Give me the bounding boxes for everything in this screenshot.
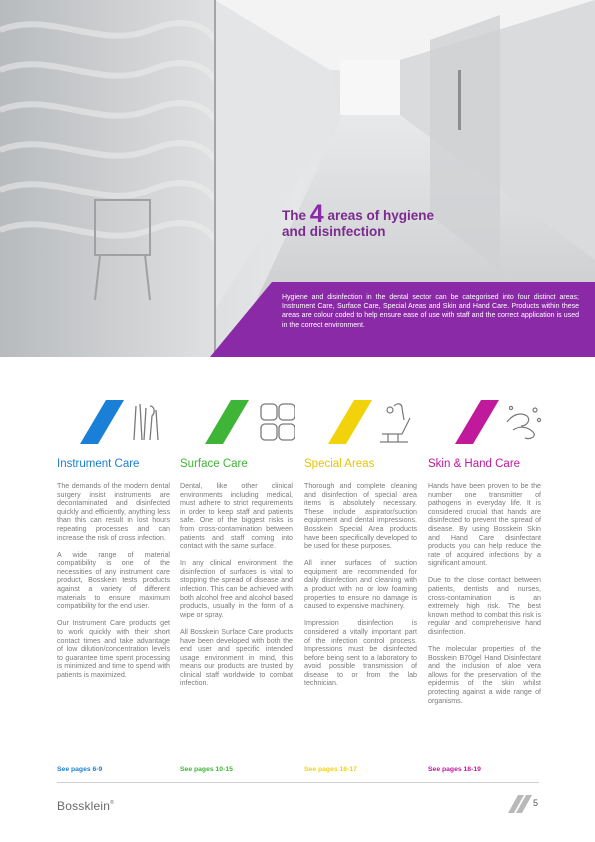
paragraph: The molecular properties of the Bosskein B70gel Hand Disinfectant and the inclusion of aloe vera allows for the preservation of the epidermis of the skin whilst protecting against a wide range of organisms. (428, 645, 541, 705)
surface-icon (205, 400, 295, 444)
instrument-care-link[interactable]: See pages 6-9 (57, 766, 103, 773)
special-areas-title: Special Areas (304, 458, 375, 470)
skin-hand-care-link[interactable]: See pages 18-19 (428, 766, 481, 773)
surface-care-text (180, 482, 293, 697)
title-prefix: The (282, 208, 307, 223)
instrument-care-text (57, 482, 170, 688)
skin-hand-care-text (428, 482, 541, 714)
title-number: 4 (309, 200, 324, 228)
paragraph: Dental, like other clinical environments including medical, must adhere to strict requirements in order to keep staff and patients safe. One of the biggest risks is from cross-contamination between patients and staff coming into contact with the same surface. (180, 482, 293, 551)
registered-mark: ® (110, 800, 115, 806)
special-areas-link[interactable]: See pages 16-17 (304, 766, 357, 773)
surface-care-title: Surface Care (180, 458, 248, 470)
footer-divider (57, 782, 539, 783)
brand-logo (57, 799, 114, 813)
paragraph: Impression disinfection is considered a vitally important part of the infection control process. Impressions must be disinfected before being sent to a laboratory to avoid possible transmission of disease to or from the lab technician. (304, 619, 417, 688)
paragraph: The demands of the modern dental surgery insist instruments are decontaminated and disinfected quickly and efficiently, anything less than this can result in lost hours repeating processes and can increase the risk of cross infection. (57, 482, 170, 542)
hands-icon (455, 400, 545, 444)
paragraph: All inner surfaces of suction equipment are recommended for daily disinfection and cleaning with a product with no or low foaming properties to ensure no damage is caused to expensive machinery. (304, 559, 417, 611)
dental-instruments-icon (80, 400, 170, 444)
paragraph: A wide range of material compatibility is one of the necessities of any instrument care product, Bosskein tests products against a variety of different materials to ensure maximum compatibility for the end user. (57, 550, 170, 611)
paragraph: In any clinical environment the disinfection of surfaces is vital to stopping the spread of disease and infection. This can be achieved with both alcohol free and alcohol based products, usually in the form of a wipe or spray. (180, 559, 293, 619)
paragraph: Hands have been proven to be the number one transmitter of pathogens in everyday life. It is considered crucial that hands are disinfected to prevent the spread of disease. By using Bosskein Skin and Hand Care disinfectant products you can help reduce the rate of acquired infections by a significant amount. (428, 482, 541, 568)
page-title (282, 200, 482, 240)
page-stripes-icon (508, 795, 532, 813)
special-areas-text (304, 482, 417, 697)
instrument-care-title: Instrument Care (57, 458, 140, 470)
paragraph: All Bosskein Surface Care products have been developed with both the end user and specific intended usage environment in mind, this means our products are trusted by clinical staff worldwide to combat infection. (180, 627, 293, 688)
surface-care-link[interactable]: See pages 10-15 (180, 766, 233, 773)
page-number: 5 (533, 798, 539, 808)
paragraph: Our Instrument Care products get to work quickly with their short contact times and take advantage of low dilution/concentration levels to guarantee time spent processing is minimized and time to spend with patients is maximized. (57, 619, 170, 679)
skin-hand-care-title: Skin & Hand Care (428, 458, 521, 470)
title-suffix: areas of hygiene (327, 208, 434, 223)
dental-chair-icon (328, 400, 418, 444)
intro-paragraph: Hygiene and disinfection in the dental sector can be categorised into four distinct areas; Instrument Care, Surface Care, Special Areas and Skin and Hand Care. Products within these areas are colour coded to help ensure ease of use with staff and the correct application is used in the correct environment. (282, 294, 579, 329)
title-line2: and disinfection (282, 224, 386, 239)
paragraph: Thorough and complete cleaning and disinfection of special area items is absolutely necessary. These include aspirator/suction equipment and dental impressions. Bosskein Special Area products have been specifically developed to be used for these purposes. (304, 482, 417, 551)
logo-text: Bossklein (57, 799, 111, 813)
paragraph: Due to the close contact between patients, dentists and nurses, cross-contamination is an extremely high risk. The best known method to combat this risk is regular and comprehensive hand disinfection. (428, 576, 541, 636)
